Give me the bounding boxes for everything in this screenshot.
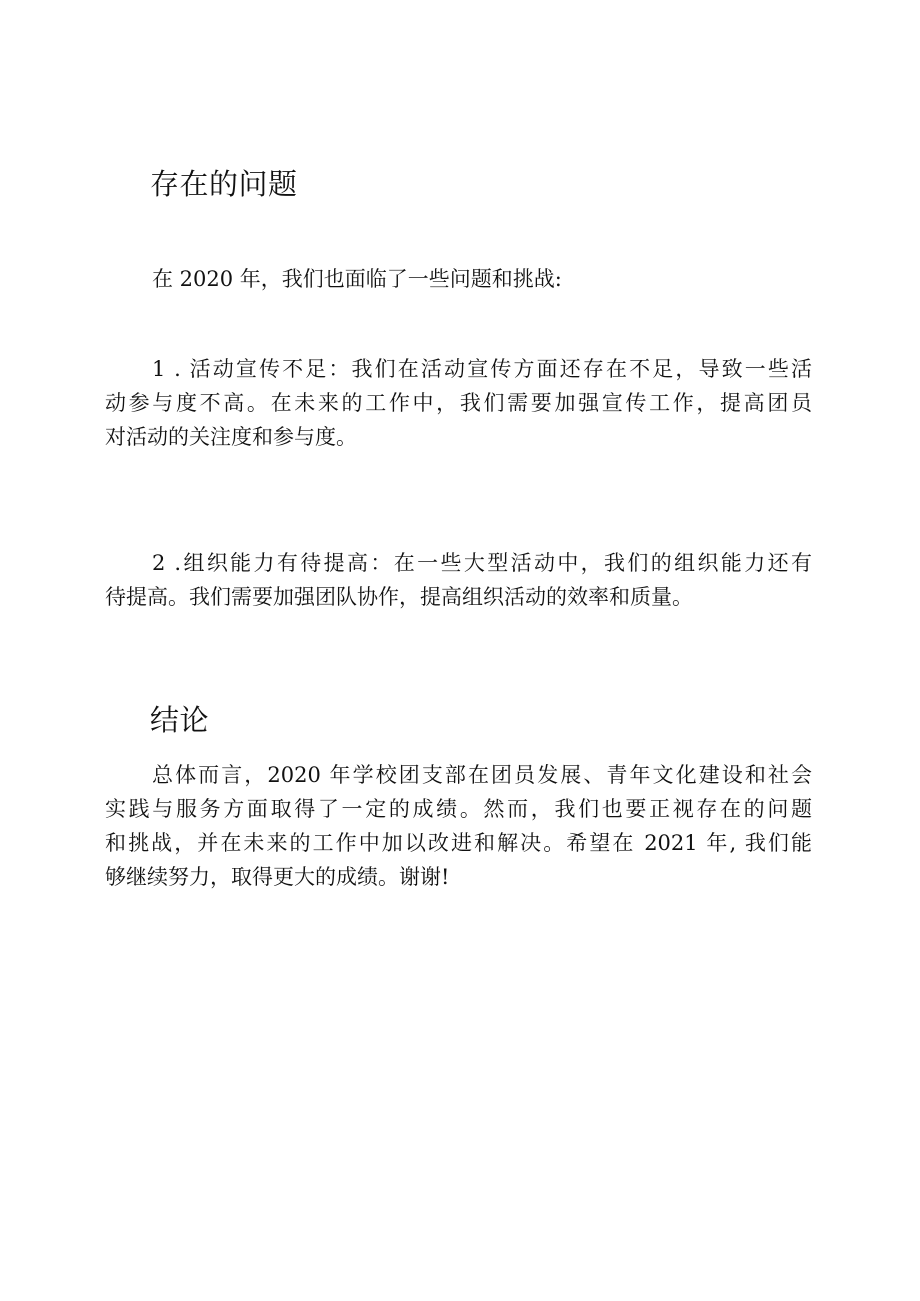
section-heading-problems: 存在的问题 xyxy=(150,167,298,201)
problem-item-1-line-3: 对活动的关注度和参与度。 xyxy=(105,425,357,449)
conclusion-line-2: 实践与服务方面取得了一定的成绩。然而，我们也要正视存在的问题 xyxy=(105,797,812,821)
problem-item-1-line-1: 1 . 活动宣传不足：我们在活动宣传方面还存在不足，导致一些活 xyxy=(152,357,812,381)
problem-item-2-line-2: 待提高。我们需要加强团队协作，提高组织活动的效率和质量。 xyxy=(105,585,693,609)
problems-intro-line: 在 2020 年，我们也面临了一些问题和挑战: xyxy=(152,267,562,291)
section-heading-conclusion: 结论 xyxy=(150,703,210,737)
problems-intro xyxy=(152,262,562,296)
problem-item-1-line-2: 动参与度不高。在未来的工作中，我们需要加强宣传工作，提高团员 xyxy=(105,391,812,415)
conclusion-line-1: 总体而言，2020 年学校团支部在团员发展、青年文化建设和社会 xyxy=(152,763,812,787)
problem-item-2 xyxy=(105,546,812,614)
conclusion-line-3: 和挑战，并在未来的工作中加以改进和解决。希望在 2021 年, 我们能 xyxy=(105,831,812,855)
conclusion-paragraph xyxy=(105,758,812,894)
conclusion-line-4: 够继续努力，取得更大的成绩。谢谢! xyxy=(105,865,450,889)
problem-item-1 xyxy=(105,352,812,454)
problem-item-2-line-1: 2 .组织能力有待提高：在一些大型活动中，我们的组织能力还有 xyxy=(152,551,812,575)
